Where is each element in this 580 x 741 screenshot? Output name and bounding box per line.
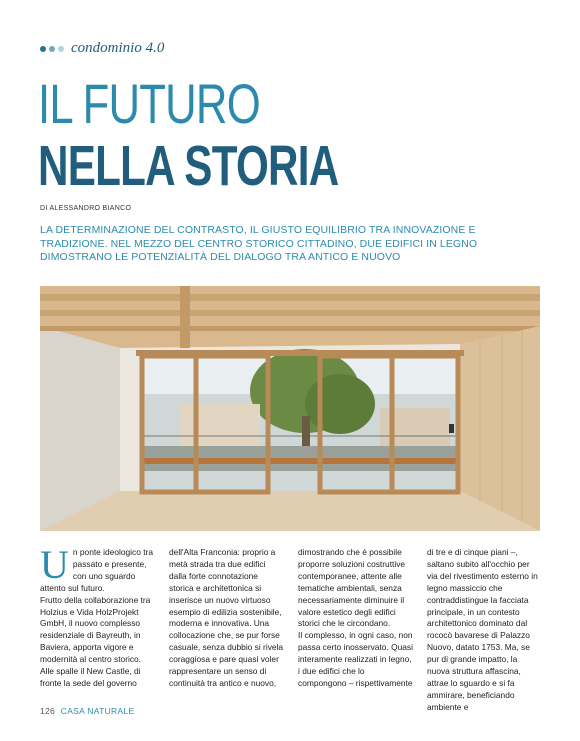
kicker-dots [40, 46, 64, 52]
drop-cap: U [40, 542, 69, 587]
section-kicker [40, 40, 164, 57]
text-column-4 [427, 547, 542, 714]
paragraph: n ponte ideologico tra passato e presente, con uno sguardo attento sul futuro. [40, 547, 153, 593]
body-text [40, 542, 545, 714]
paragraph: dell'Alta Franconia: proprio a metà strada tra due edifici dalla forte connotazione storica e architettonica si inserisce un nuovo virtuoso esempio di edilizia sostenibile, moderna e innovativa. Una collocazione che, se pur forse casuale, senza dubbio si rivela coraggiosa e pare quasi voler rappresentare un senso di continuità tra antico e nuovo, [169, 547, 284, 688]
kicker-dot [40, 46, 46, 52]
paragraph: dimostrando che è possibile proporre soluzioni costruttive contemporanee, attente alle tematiche ambientali, senza necessariamente diminuire il valore estetico degli edifici storici che le circondano. [298, 547, 406, 629]
byline: DI ALESSANDRO BIANCO [40, 205, 132, 212]
title-line-1: IL FUTURO [38, 72, 260, 135]
article-title [38, 72, 444, 198]
kicker-dot [58, 46, 64, 52]
text-column-2 [169, 547, 284, 714]
kicker-dot [49, 46, 55, 52]
magazine-name: CASA NATURALE [60, 706, 135, 716]
page-number: 126 [40, 706, 56, 716]
lead-paragraph: LA DETERMINAZIONE DEL CONTRASTO, IL GIUSTO EQUILIBRIO TRA INNOVAZIONE E TRADIZIONE. NEL MEZZO DEL CENTRO STORICO CITTADINO, DUE EDIFICI IN LEGNO DIMOSTRANO LE POTENZIALITÀ DEL DIALOGO TRA ANTICO E NUOVO [40, 224, 478, 263]
text-column-3 [298, 547, 413, 714]
paragraph: Il complesso, in ogni caso, non passa certo inosservato. Quasi interamente realizzati in legno, i due edifici che lo compongono – rispettivamente [298, 630, 413, 688]
page-footer [40, 706, 134, 716]
interior-photo [40, 286, 540, 531]
text-column-1 [40, 542, 155, 714]
title-line-2: NELLA STORIA [38, 134, 339, 198]
section-label: condominio 4.0 [71, 40, 165, 56]
paragraph: di tre e di cinque piani –, saltano subito all'occhio per via del rivestimento esterno in legno massiccio che contraddistingue la facciata principale, in un contesto architettonico dominato dal rococò bavarese di Palazzo Nuovo, datato 1753. Ma, se pur di grande impatto, la nuova struttura affascina, attrae lo sguardo e si fa ammirare, beneficiando ambiente e [427, 547, 538, 712]
paragraph: Frutto della collaborazione tra Holzius e Vida HolzProjekt GmbH, il nuovo complesso residenziale di Bayreuth, in Baviera, apporta vigore e modernità al centro storico. Alle spalle il New Castle, di fronte la sede del governo [40, 594, 151, 688]
